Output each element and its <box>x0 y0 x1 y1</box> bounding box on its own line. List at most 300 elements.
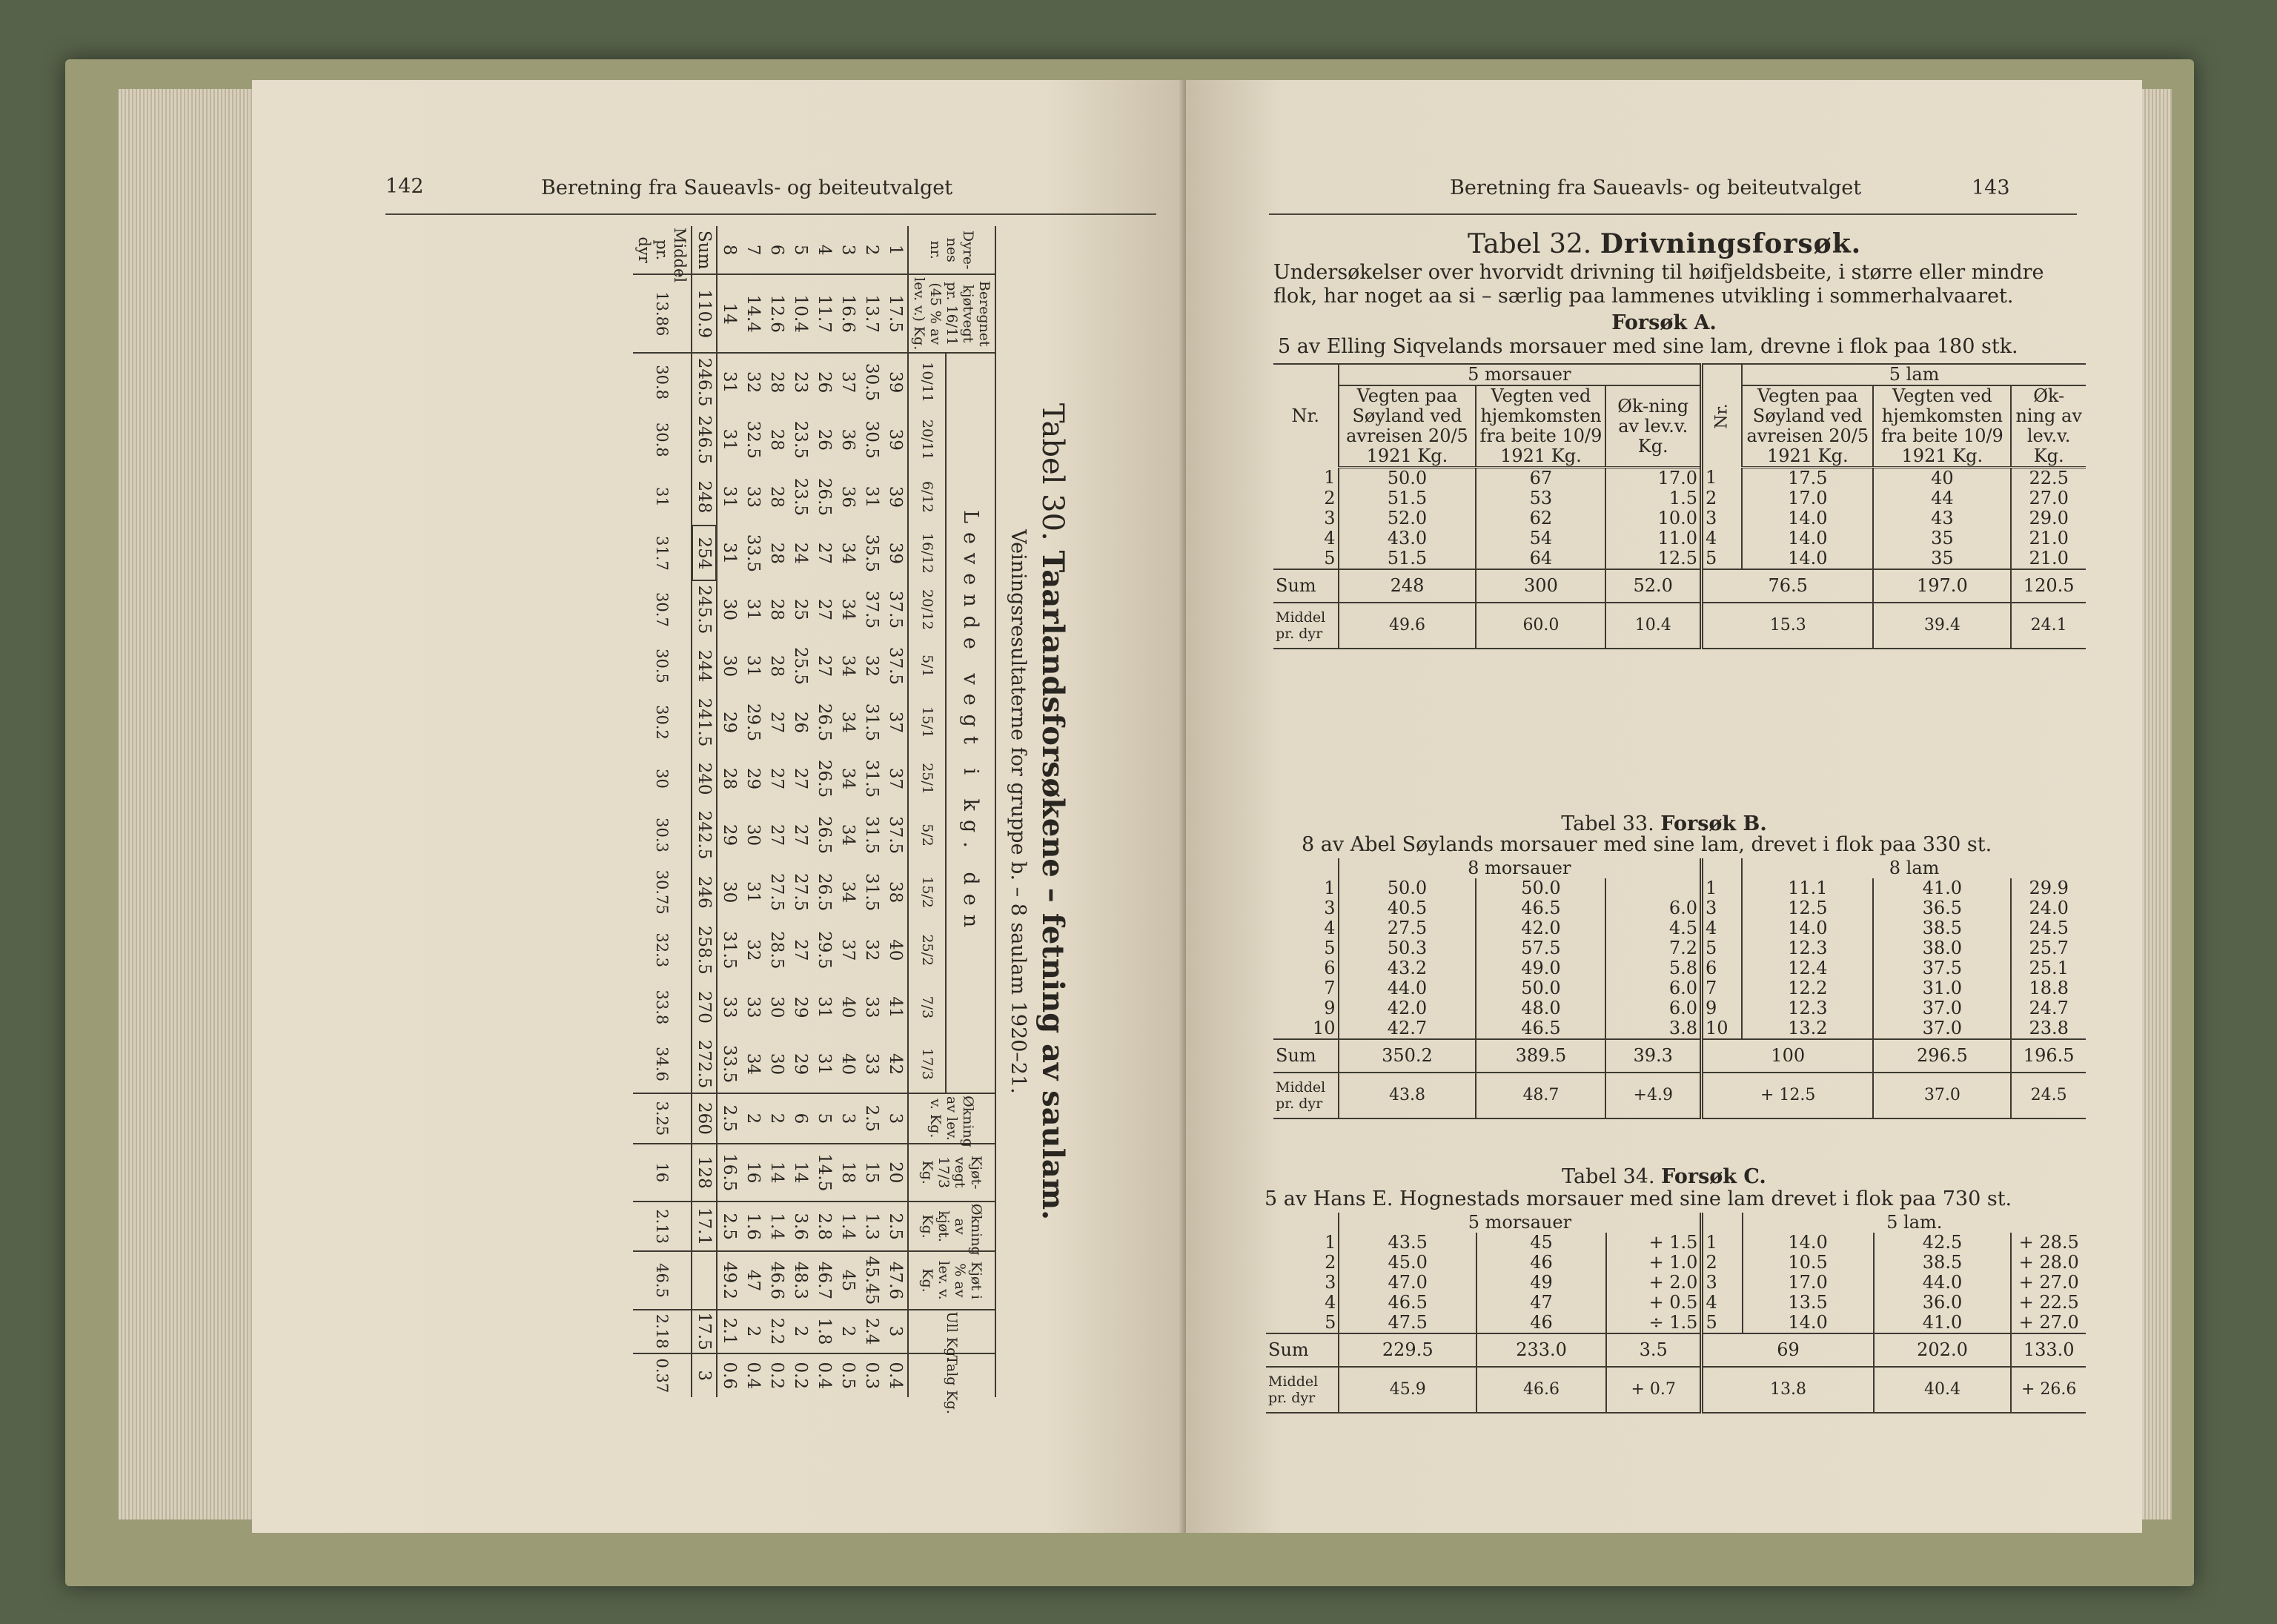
col-kjot-pct: Kjøt i % av lev. v. Kg. <box>908 1251 995 1309</box>
cell: 14.0 <box>1743 1233 1874 1253</box>
table-row <box>836 226 860 1397</box>
cell: 13.7 <box>860 274 884 353</box>
date-header: 25/2 <box>908 921 946 979</box>
cell-nr: 10 <box>1273 1018 1339 1039</box>
cell: 44 <box>1873 488 2011 508</box>
cell: 30.5 <box>633 637 692 694</box>
cell: 29.5 <box>743 703 763 742</box>
cell: 49.6 <box>1339 603 1476 649</box>
cell-nr: 5 <box>1273 938 1339 958</box>
cell: + 0.5 <box>1606 1293 1702 1313</box>
cell: + 2.0 <box>1606 1273 1702 1293</box>
cell: 30 <box>765 1035 789 1093</box>
cell-nr: 5 <box>1702 1313 1743 1333</box>
cell-nr: 5 <box>1702 548 1743 569</box>
forsok-a-description: 5 av Elling Siqvelands morsauer med sine lam, drevne i flok paa 180 stk. <box>1278 335 2018 358</box>
cell: 10.4 <box>1605 603 1701 649</box>
cell-nr: 3 <box>1273 508 1339 528</box>
cell: 196.5 <box>2011 1039 2086 1073</box>
b-group-mor: 8 morsauer <box>1339 858 1702 878</box>
a-h-nr-mor: Nr. <box>1273 364 1339 468</box>
cell: 39 <box>886 371 905 394</box>
cell: 39 <box>886 485 905 508</box>
cell: 31 <box>720 485 739 508</box>
middel-row <box>1273 1073 2086 1118</box>
cell: 3.5 <box>1606 1333 1702 1367</box>
a-h-okning-mor: Øk-ning av lev.v. Kg. <box>1605 385 1701 468</box>
cell: 30.7 <box>633 581 692 637</box>
cell: 34 <box>838 542 858 565</box>
cell-nr: 1 <box>1702 878 1743 898</box>
cell: 34 <box>838 598 858 621</box>
cell: 1.8 <box>812 1310 836 1353</box>
cell-nr: 7 <box>1702 978 1743 998</box>
cell: 30 <box>633 751 692 807</box>
cell: 45.0 <box>1339 1253 1476 1273</box>
cell: 30.75 <box>633 864 692 921</box>
cell-nr: 3 <box>1702 508 1743 528</box>
cell: 15 <box>860 1144 884 1202</box>
cell: 16.6 <box>836 274 860 353</box>
forsok-c-description: 5 av Hans E. Hognestads morsauer med sine lam drevet i flok paa 730 st. <box>1265 1187 2012 1210</box>
intro-line-1: Undersøkelser over hvorvidt drivning til høifjeldsbeite, i større eller mindre <box>1273 261 2044 284</box>
cell-nr: 2 <box>1273 488 1339 508</box>
intro-line-2: flok, har noget aa si – særlig paa lammenes utvikling i sommerhalvaaret. <box>1273 285 2014 308</box>
cell: 18.8 <box>2029 978 2069 998</box>
col-beregnet: Beregnet kjøtvegt pr. 16/11 (45 % av lev. v.) Kg. <box>908 274 995 353</box>
table-row <box>1273 508 2086 528</box>
cell: 33.8 <box>633 979 692 1035</box>
cell: 28 <box>720 767 739 790</box>
cell: 3 <box>836 1093 860 1144</box>
cell: 12.2 <box>1742 978 1873 998</box>
cell: 0.4 <box>815 1362 834 1390</box>
cell: 24.5 <box>2029 918 2069 938</box>
cell: 25.5 <box>791 646 810 686</box>
cell: 12.3 <box>1742 998 1873 1018</box>
cell: 38.0 <box>1873 938 2011 958</box>
cell: 27 <box>815 598 834 621</box>
cell: 14.0 <box>1742 918 1873 938</box>
cell: 44.0 <box>1339 978 1476 998</box>
table-row <box>1273 1018 2086 1039</box>
cell: 46.5 <box>1339 1293 1476 1313</box>
tabel-34-prefix: Tabel 34. <box>1562 1165 1655 1188</box>
cell-nr: 5 <box>1266 1313 1339 1333</box>
cell: 37.0 <box>1873 1073 2011 1118</box>
a-h-nr-lam <box>1702 364 1743 468</box>
cell: 14 <box>765 1144 789 1202</box>
table-row <box>1266 1253 2086 1273</box>
cell: 11.1 <box>1742 878 1873 898</box>
sum-label: Sum <box>1273 1039 1339 1073</box>
tabel-32-title <box>1468 228 1861 259</box>
cell: 110.9 <box>692 274 717 353</box>
middel-label: Middel pr. dyr <box>1273 1073 1339 1118</box>
cell: 14 <box>789 1144 812 1202</box>
cell: 7.2 <box>1605 938 1701 958</box>
sum-row <box>692 226 717 1397</box>
table-row <box>1273 918 2086 938</box>
cell: 34 <box>741 1035 765 1093</box>
cell: 37.5 <box>886 646 905 686</box>
cell: 14.0 <box>1742 528 1873 548</box>
cell: 270 <box>692 979 717 1035</box>
b-group-lam: 8 lam <box>1889 858 1940 878</box>
cell: 14.0 <box>1743 1313 1874 1333</box>
cell: 12.5 <box>1605 548 1701 569</box>
cell: 31 <box>720 542 739 565</box>
cell: 30.8 <box>633 411 692 468</box>
cell: 10.5 <box>1743 1253 1874 1273</box>
cell: 197.0 <box>1873 569 2011 603</box>
cell: 35 <box>1873 528 2011 548</box>
cell: 6.0 <box>1605 978 1701 998</box>
sum-row <box>1273 1039 2086 1073</box>
sum-row <box>1273 569 2086 603</box>
table-row <box>1273 528 2086 548</box>
tabel-30-table <box>633 226 996 1414</box>
cell: 49 <box>1476 1273 1606 1293</box>
cell: 26.5 <box>815 815 834 855</box>
cell: 47 <box>1476 1293 1606 1313</box>
cell: 0.4 <box>743 1362 763 1390</box>
cell: 2.5 <box>860 1093 884 1144</box>
cell: 260 <box>692 1093 717 1144</box>
cell: 13.86 <box>633 274 692 353</box>
cell: 10.4 <box>789 274 812 353</box>
cell: 26 <box>815 371 834 394</box>
cell: 43.5 <box>1339 1233 1476 1253</box>
cell: 29.5 <box>815 931 834 970</box>
cell: 17.0 <box>1605 468 1701 489</box>
cell: 20 <box>884 1144 908 1202</box>
cell: 34 <box>838 654 858 677</box>
cell: 31.7 <box>633 525 692 581</box>
cell-nr: 1 <box>1266 1233 1339 1253</box>
cell: 48.3 <box>789 1251 812 1309</box>
cell: 26.5 <box>815 477 834 516</box>
cell: 31.5 <box>720 931 739 970</box>
cell: 64 <box>1476 548 1605 569</box>
cell: 2.5 <box>717 1093 741 1144</box>
middel-row <box>633 226 692 1397</box>
cell: 40 <box>1873 468 2011 489</box>
cell: 24 <box>791 542 810 565</box>
cell: 47 <box>741 1251 765 1309</box>
cell: 31.5 <box>862 759 881 798</box>
cell: 27 <box>767 823 786 846</box>
cell: 50.0 <box>1339 468 1476 489</box>
cell: 53 <box>1476 488 1605 508</box>
cell: 67 <box>1476 468 1605 489</box>
cell: 21.0 <box>2029 528 2069 548</box>
cell: 47.6 <box>884 1251 908 1309</box>
cell: 27.5 <box>1339 918 1476 938</box>
cell: 30 <box>743 823 763 846</box>
cell: 23.5 <box>791 420 810 459</box>
cell: 12.3 <box>1742 938 1873 958</box>
a-h-avreisen-lam: Vegten paa Søyland ved avreisen 20/5 1921 Kg. <box>1742 385 1873 468</box>
date-header: 15/2 <box>908 864 946 921</box>
cell: 42.0 <box>1476 918 1605 938</box>
cell-nr: 4 <box>1702 528 1743 548</box>
col-levende-vegt: Levende vegt i kg. den <box>946 353 995 1093</box>
cell: 31 <box>862 485 881 508</box>
sum-label: Sum <box>1266 1333 1339 1367</box>
cell: 35 <box>1873 548 2011 569</box>
cell: 13.5 <box>1743 1293 1874 1313</box>
cell: 37.5 <box>1873 958 2011 978</box>
cell: 2.13 <box>633 1202 692 1252</box>
cell-nr: 5 <box>1273 548 1339 569</box>
cell: 13.2 <box>1742 1018 1873 1039</box>
table-row <box>1273 878 2086 898</box>
cell: 233.0 <box>1476 1333 1606 1367</box>
cell: 29.0 <box>2029 508 2069 528</box>
tabel-34-title-bold: Forsøk C. <box>1661 1165 1766 1188</box>
cell: + 1.5 <box>1606 1233 1702 1253</box>
cell-nr: 4 <box>1273 528 1339 548</box>
cell: 1.4 <box>765 1202 789 1252</box>
cell: 28 <box>767 428 786 451</box>
cell: 38 <box>886 881 905 904</box>
cell: 26.5 <box>815 873 834 912</box>
cell: 36.5 <box>1873 898 2011 918</box>
cell: 47.0 <box>1339 1273 1476 1293</box>
col-kjotvegt: Kjøt-vegt 17/3 Kg. <box>908 1144 995 1202</box>
cell: 37 <box>886 711 905 734</box>
cell: 54 <box>1476 528 1605 548</box>
cell: 30 <box>767 996 786 1018</box>
cell-nr: 5 <box>1702 938 1743 958</box>
cell: 1 <box>884 226 908 274</box>
cell: 22.5 <box>2029 468 2069 488</box>
cell: 17.5 <box>692 1310 717 1353</box>
cell: 39 <box>886 542 905 565</box>
cell: 33 <box>862 996 881 1018</box>
cell: 32 <box>743 371 763 394</box>
date-header: 5/2 <box>908 807 946 864</box>
cell: 43.8 <box>1339 1073 1476 1118</box>
c-group-mor: 5 morsauer <box>1339 1213 1702 1233</box>
cell: 17.0 <box>1742 488 1873 508</box>
cell: 28 <box>767 542 786 565</box>
cell: 37.5 <box>886 590 905 629</box>
table-row <box>1273 488 2086 508</box>
cell: 245.5 <box>692 581 717 637</box>
cell: 30.3 <box>633 807 692 864</box>
cell: 34 <box>838 711 858 734</box>
cell: 31 <box>812 1035 836 1093</box>
cell: 45 <box>836 1251 860 1309</box>
cell: 6.0 <box>1605 898 1701 918</box>
cell: 300 <box>1476 569 1605 603</box>
tabel-33-title-bold: Forsøk B. <box>1660 812 1767 835</box>
cell: 39.4 <box>1873 603 2011 649</box>
cell: 37.5 <box>862 590 881 629</box>
cell-nr: 1 <box>1702 468 1743 489</box>
cell: 26 <box>815 428 834 451</box>
cell-nr: 2 <box>1266 1253 1339 1273</box>
table-row <box>765 226 789 1397</box>
cell: 46.6 <box>765 1251 789 1309</box>
cell: 25.1 <box>2029 958 2069 978</box>
cell: + 0.7 <box>1606 1367 1702 1413</box>
date-header: 10/11 <box>908 353 946 411</box>
cell: 0.2 <box>791 1362 810 1390</box>
cell: 27 <box>791 767 810 790</box>
cell: 6 <box>765 226 789 274</box>
cell: 6 <box>789 1093 812 1144</box>
cell: 50.3 <box>1339 938 1476 958</box>
cell: 34 <box>838 767 858 790</box>
middel-label: Middel pr. dyr <box>1273 603 1339 649</box>
cell: 40.5 <box>1339 898 1476 918</box>
cell: 12.4 <box>1742 958 1873 978</box>
cell: 202.0 <box>1874 1333 2012 1367</box>
date-header: 5/1 <box>908 637 946 694</box>
cell: 3 <box>884 1093 908 1144</box>
cell: 2 <box>741 1093 765 1144</box>
header-rule-right <box>1269 213 2077 215</box>
tabel-33-prefix: Tabel 33. <box>1561 812 1654 835</box>
cell-nr: 9 <box>1702 998 1743 1018</box>
cell: 47.5 <box>1339 1313 1476 1333</box>
cell: 27 <box>791 939 810 961</box>
cell: 29 <box>789 1035 812 1093</box>
cell: + 12.5 <box>1702 1073 1874 1118</box>
table-row <box>717 226 741 1397</box>
a-h-hjemkomsten-lam: Vegten ved hjemkomsten fra beite 10/9 1921 Kg. <box>1873 385 2011 468</box>
cell: 27 <box>791 823 810 846</box>
a-group-lam: 5 lam <box>1742 364 2086 385</box>
cell: 28 <box>767 598 786 621</box>
running-head-right: Beretning fra Saueavls- og beiteutvalget <box>1450 176 1862 199</box>
cell: 272.5 <box>692 1035 717 1093</box>
cell: 27 <box>815 542 834 565</box>
cell: 29 <box>720 823 739 846</box>
cell: 76.5 <box>1702 569 1874 603</box>
cell: 2 <box>741 1310 765 1353</box>
tabel-30-prefix: Tabel 30. <box>1035 402 1070 541</box>
cell: 23.5 <box>791 477 810 516</box>
cell: 1.6 <box>741 1202 765 1252</box>
table-row <box>1266 1273 2086 1293</box>
cell: 41 <box>886 996 905 1018</box>
cell <box>1605 878 1701 898</box>
cell: 48.0 <box>1476 998 1605 1018</box>
cell: 39.3 <box>1605 1039 1701 1073</box>
cell: 26 <box>791 711 810 734</box>
cell: 37 <box>838 939 858 961</box>
cell: 38.5 <box>1874 1253 2012 1273</box>
cell: 2 <box>836 1310 860 1353</box>
cell: 32.3 <box>633 921 692 979</box>
table-row <box>860 226 884 1397</box>
cell: + 27.0 <box>2018 1272 2079 1293</box>
cell: 62 <box>1476 508 1605 528</box>
cell: 28 <box>767 654 786 677</box>
cell: 14.0 <box>1742 508 1873 528</box>
cell: 241.5 <box>692 694 717 750</box>
cell: 29 <box>791 996 810 1018</box>
cell: 45 <box>1476 1233 1606 1253</box>
cell-nr: 3 <box>1266 1273 1339 1293</box>
cell: 42.0 <box>1339 998 1476 1018</box>
cell: 0.37 <box>633 1353 692 1397</box>
cell: 24.5 <box>2011 1073 2086 1118</box>
cell: 2.5 <box>717 1202 741 1252</box>
cell: 31 <box>743 598 763 621</box>
table-row <box>1273 958 2086 978</box>
cell: 24.1 <box>2011 603 2086 649</box>
cell: 16.5 <box>717 1144 741 1202</box>
cell: 60.0 <box>1476 603 1605 649</box>
cell: 51.5 <box>1339 488 1476 508</box>
cell: 2 <box>860 226 884 274</box>
a-group-mor: 5 morsauer <box>1339 364 1702 385</box>
col-dyr: Dyre-nes nr. <box>908 226 995 274</box>
cell: 5 <box>789 226 812 274</box>
cell: 52.0 <box>1339 508 1476 528</box>
cell-nr: 4 <box>1273 918 1339 938</box>
cell: 40 <box>836 1035 860 1093</box>
cell-nr: 2 <box>1702 488 1743 508</box>
table-row <box>1273 978 2086 998</box>
cell: 14.0 <box>1742 548 1873 569</box>
cell: 31 <box>720 371 739 394</box>
middel-row <box>1273 603 2086 649</box>
tabel-32-prefix: Tabel 32. <box>1468 229 1592 259</box>
cell: 43 <box>1873 508 2011 528</box>
c-group-lam: 5 lam. <box>1886 1212 1943 1233</box>
cell: 246.5 <box>692 353 717 411</box>
date-header: 6/12 <box>908 468 946 525</box>
cell: 30 <box>720 598 739 621</box>
cell: 8 <box>717 226 741 274</box>
cell: 37.0 <box>1873 1018 2011 1039</box>
cell: 46.5 <box>633 1251 692 1309</box>
cell: 3.25 <box>633 1093 692 1144</box>
cell: 2.5 <box>884 1202 908 1252</box>
cell: 389.5 <box>1476 1039 1605 1073</box>
cell: 0.4 <box>886 1362 905 1390</box>
cell: 27.5 <box>767 873 786 912</box>
cell: 248 <box>1339 569 1476 603</box>
table-row <box>741 226 765 1397</box>
col-okning-lev: Økning av lev. v. Kg. <box>908 1093 995 1144</box>
cell: 1.4 <box>836 1202 860 1252</box>
table-row <box>812 226 836 1397</box>
cell: 33 <box>743 485 763 508</box>
cell: 2 <box>789 1310 812 1353</box>
tabel-30 <box>282 226 1075 1414</box>
cell: 2.8 <box>812 1202 836 1252</box>
cell: 0.3 <box>862 1362 881 1390</box>
table-row <box>789 226 812 1397</box>
table-row <box>884 226 908 1397</box>
cell-nr: 3 <box>1273 898 1339 918</box>
cell: 50.0 <box>1339 878 1476 898</box>
cell: + 27.0 <box>2018 1312 2079 1333</box>
cell: 16 <box>633 1144 692 1202</box>
cell: 46 <box>1476 1253 1606 1273</box>
cell: 12.6 <box>765 274 789 353</box>
forsok-a-heading: Forsøk A. <box>1611 311 1717 334</box>
cell: 43.0 <box>1339 528 1476 548</box>
cell: 42.5 <box>1874 1233 2012 1253</box>
